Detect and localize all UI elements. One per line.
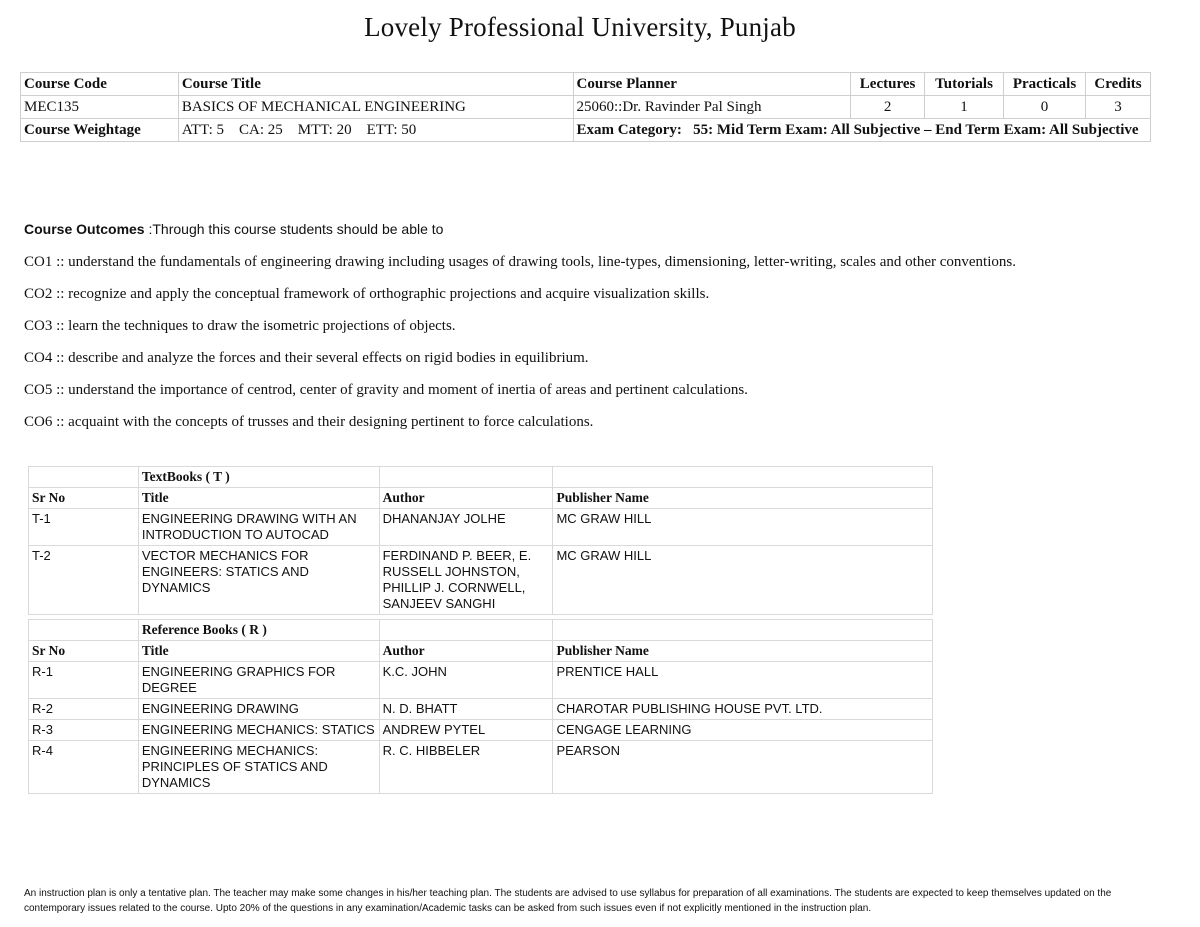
course-value-row <box>21 96 1151 119</box>
table-row <box>29 699 933 720</box>
textbooks-header-row <box>29 488 933 509</box>
course-planner-value: 25060::Dr. Ravinder Pal Singh <box>573 96 851 119</box>
course-outcomes-intro: :Through this course students should be able to <box>144 221 444 237</box>
table-row <box>29 720 933 741</box>
column-header-sr-no: Sr No <box>29 641 139 662</box>
course-info-table <box>20 72 1151 142</box>
course-header-row <box>21 73 1151 96</box>
book-title: ENGINEERING MECHANICS: STATICS <box>138 720 379 741</box>
lectures-value: 2 <box>851 96 925 119</box>
course-outcomes-heading-line <box>24 221 1174 243</box>
course-title-value: BASICS OF MECHANICAL ENGINEERING <box>178 96 573 119</box>
column-header-publisher: Publisher Name <box>553 641 933 662</box>
book-author: FERDINAND P. BEER, E. RUSSELL JOHNSTON, PHILLIP J. CORNWELL, SANJEEV SANGHI <box>379 546 553 615</box>
page-title: Lovely Professional University, Punjab <box>364 12 796 42</box>
book-sr-no: T-2 <box>29 546 139 615</box>
table-row <box>29 741 933 794</box>
textbooks-section-title: TextBooks ( T ) <box>138 467 379 488</box>
course-weightage-label: Course Weightage <box>21 119 179 142</box>
credits-label: Credits <box>1086 73 1151 96</box>
book-author: K.C. JOHN <box>379 662 553 699</box>
references-header-row <box>29 641 933 662</box>
book-sr-no: R-4 <box>29 741 139 794</box>
course-planner-label: Course Planner <box>573 73 851 96</box>
course-outcome-item: CO1 :: understand the fundamentals of engineering drawing including usages of drawing tools, line-types, dimensioning, letter-writing, scales and other conventions. <box>24 254 1016 270</box>
exam-category-value: 55: Mid Term Exam: All Subjective – End Term Exam: All Subjective <box>693 122 1139 138</box>
book-publisher: PRENTICE HALL <box>553 662 933 699</box>
course-outcomes-section <box>24 221 1174 435</box>
book-title: ENGINEERING DRAWING <box>138 699 379 720</box>
course-weightage-value: ATT: 5 CA: 25 MTT: 20 ETT: 50 <box>178 119 573 142</box>
tutorials-label: Tutorials <box>925 73 1004 96</box>
tutorials-value: 1 <box>925 96 1004 119</box>
book-title: VECTOR MECHANICS FOR ENGINEERS: STATICS AND DYNAMICS <box>138 546 379 615</box>
course-outcome-item: CO5 :: understand the importance of centrod, center of gravity and moment of inertia of areas and pertinent calculations. <box>24 382 748 398</box>
book-sr-no: R-1 <box>29 662 139 699</box>
book-publisher: CHAROTAR PUBLISHING HOUSE PVT. LTD. <box>553 699 933 720</box>
credits-value: 3 <box>1086 96 1151 119</box>
book-title: ENGINEERING GRAPHICS FOR DEGREE <box>138 662 379 699</box>
course-outcome-item: CO6 :: acquaint with the concepts of trusses and their designing pertinent to force calculations. <box>24 414 594 430</box>
table-row <box>29 662 933 699</box>
course-title-label: Course Title <box>178 73 573 96</box>
column-header-publisher: Publisher Name <box>553 488 933 509</box>
book-author: ANDREW PYTEL <box>379 720 553 741</box>
book-publisher: PEARSON <box>553 741 933 794</box>
book-title: ENGINEERING DRAWING WITH AN INTRODUCTION TO AUTOCAD <box>138 509 379 546</box>
book-author: DHANANJAY JOLHE <box>379 509 553 546</box>
references-section-title: Reference Books ( R ) <box>138 620 379 641</box>
exam-category-label: Exam Category: <box>576 122 682 138</box>
book-publisher: MC GRAW HILL <box>553 546 933 615</box>
book-sr-no: R-3 <box>29 720 139 741</box>
book-sr-no: T-1 <box>29 509 139 546</box>
practicals-value: 0 <box>1004 96 1086 119</box>
column-header-title: Title <box>138 641 379 662</box>
course-outcomes-heading: Course Outcomes <box>24 221 145 237</box>
table-row <box>29 546 933 615</box>
course-code-value: MEC135 <box>21 96 179 119</box>
instruction-plan-disclaimer: An instruction plan is only a tentative plan. The teacher may make some changes in his/her teaching plan. The students are advised to use syllabus for preparation of all examinations. The students are expected to keep themselves updated on the contemporary issues related to the course. Upto 20% of the questions in any examination/Academic tasks can be asked from such issues even if not explicitly mentioned in the instruction plan. <box>24 888 1112 914</box>
course-code-label: Course Code <box>21 73 179 96</box>
column-header-author: Author <box>379 641 553 662</box>
book-sr-no: R-2 <box>29 699 139 720</box>
books-table <box>28 466 933 794</box>
column-header-sr-no: Sr No <box>29 488 139 509</box>
course-outcome-item: CO3 :: learn the techniques to draw the isometric projections of objects. <box>24 318 456 334</box>
course-outcome-item: CO2 :: recognize and apply the conceptual framework of orthographic projections and acquire visualization skills. <box>24 286 710 302</box>
book-author: R. C. HIBBELER <box>379 741 553 794</box>
book-title: ENGINEERING MECHANICS: PRINCIPLES OF STATICS AND DYNAMICS <box>138 741 379 794</box>
course-outcome-item: CO4 :: describe and analyze the forces and their several effects on rigid bodies in equilibrium. <box>24 350 589 366</box>
column-header-author: Author <box>379 488 553 509</box>
book-publisher: CENGAGE LEARNING <box>553 720 933 741</box>
book-publisher: MC GRAW HILL <box>553 509 933 546</box>
lectures-label: Lectures <box>851 73 925 96</box>
textbooks-section-row <box>29 467 933 488</box>
practicals-label: Practicals <box>1004 73 1086 96</box>
table-row <box>29 509 933 546</box>
exam-category-cell <box>573 119 1150 142</box>
book-author: N. D. BHATT <box>379 699 553 720</box>
course-weightage-row <box>21 119 1151 142</box>
references-section-row <box>29 620 933 641</box>
column-header-title: Title <box>138 488 379 509</box>
